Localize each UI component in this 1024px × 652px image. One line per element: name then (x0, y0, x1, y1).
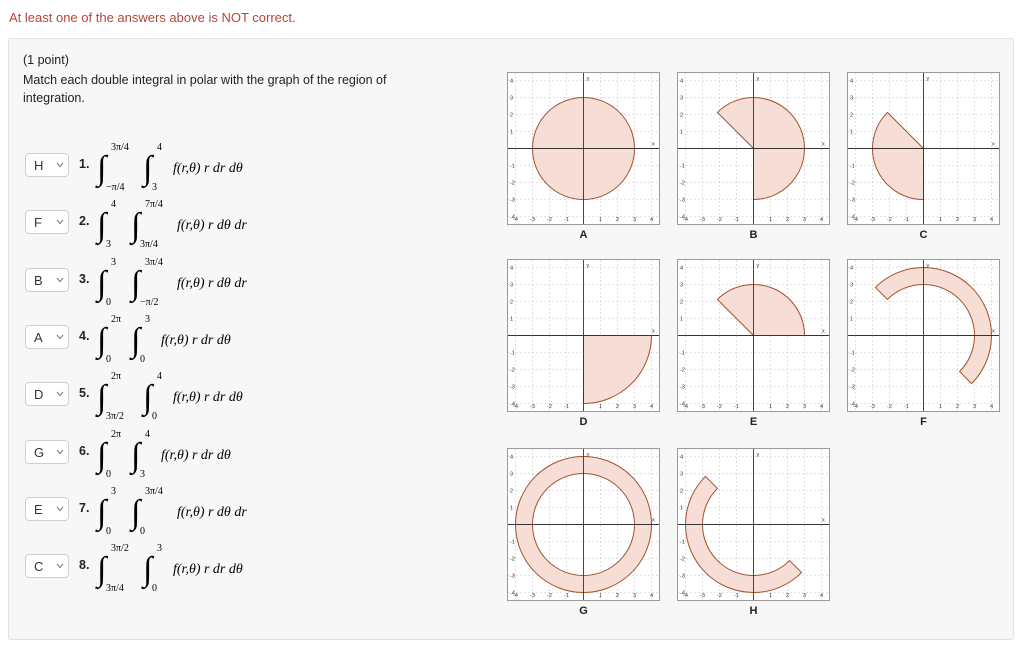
integral-sign: ∫ (143, 551, 153, 589)
answer-select[interactable] (25, 440, 69, 464)
integral-expression (93, 536, 333, 596)
x-tick-label: 1 (938, 404, 943, 410)
y-tick-label: 1 (680, 129, 684, 136)
y-tick-label: 4 (510, 265, 514, 272)
answer-select[interactable] (25, 325, 69, 349)
y-tick-label: -4 (850, 401, 855, 408)
integrand: f(r,θ) r dr dθ (161, 447, 231, 463)
y-tick-label: 2 (510, 112, 514, 119)
x-tick-label: 4 (989, 217, 994, 223)
y-tick-label: 1 (850, 129, 854, 136)
y-tick-label: -3 (680, 573, 685, 580)
integral-sign: ∫ (131, 321, 141, 359)
outer-lower-limit: −π/4 (106, 182, 125, 193)
x-tick-label: -3 (700, 217, 705, 223)
x-axis-label: x (652, 141, 655, 148)
integral-sign: ∫ (131, 207, 141, 245)
y-tick-label: 2 (680, 299, 684, 306)
inner-upper-limit: 7π/4 (145, 199, 163, 211)
x-tick-label: -2 (717, 404, 722, 410)
x-tick-label: -3 (870, 217, 875, 223)
x-tick-label: -4 (683, 404, 688, 410)
y-tick-label: -1 (510, 539, 515, 546)
inner-lower-limit: 0 (140, 525, 145, 537)
question-number: 5. (79, 386, 90, 401)
outer-upper-limit: 4 (111, 199, 116, 211)
y-tick-label: -4 (680, 401, 685, 408)
question-number: 7. (79, 500, 90, 515)
x-tick-label: -1 (734, 593, 739, 599)
x-tick-label: 4 (819, 217, 824, 223)
y-tick-label: -1 (680, 539, 685, 546)
y-tick-label: -2 (510, 556, 515, 563)
region-graph-G (507, 448, 660, 601)
outer-upper-limit: 2π (111, 428, 122, 440)
integrand: f(r,θ) r dr dθ (173, 161, 243, 176)
x-tick-label: 2 (615, 217, 620, 223)
x-tick-label: 3 (632, 593, 637, 599)
x-tick-label: -1 (564, 404, 569, 410)
y-axis-label: y (926, 76, 930, 82)
integral-expression (93, 479, 333, 539)
x-tick-label: -1 (734, 404, 739, 410)
x-tick-label: 4 (649, 217, 654, 223)
integrand: f(r,θ) r dr dθ (161, 332, 231, 348)
answer-select-value: D (34, 387, 44, 403)
answer-select[interactable] (25, 497, 69, 521)
y-axis-label: y (756, 452, 760, 458)
x-tick-label: 3 (802, 593, 807, 599)
problem-panel (8, 38, 1014, 640)
instruction-text: Match each double integral in polar with the graph of the region of integration. (23, 73, 387, 105)
x-tick-label: -4 (853, 217, 858, 223)
x-tick-label: 2 (955, 404, 960, 410)
x-tick-label: 1 (598, 404, 603, 410)
answer-select-value: G (34, 444, 45, 460)
chevron-down-icon (55, 446, 65, 458)
answer-select-value: C (34, 559, 44, 575)
integral-sign: ∫ (97, 379, 107, 417)
answer-select-value: F (34, 215, 42, 231)
chevron-down-icon (55, 331, 65, 343)
integral-sign: ∫ (97, 150, 107, 187)
y-tick-label: 1 (680, 505, 684, 512)
x-tick-label: -1 (904, 217, 909, 223)
question-number: 4. (79, 328, 90, 343)
integrand: f(r,θ) r dθ dr (177, 504, 247, 520)
outer-lower-limit: 0 (106, 525, 111, 537)
graph-label: F (920, 416, 927, 428)
y-tick-label: -2 (680, 180, 685, 187)
integrand: f(r,θ) r dr dθ (173, 562, 243, 578)
x-tick-label: 4 (989, 404, 994, 410)
integral-sign: ∫ (97, 321, 107, 359)
region-graph-F (847, 259, 1000, 412)
y-tick-label: -1 (510, 163, 515, 170)
graph-label: H (749, 605, 758, 617)
inner-upper-limit: 4 (145, 428, 150, 440)
outer-lower-limit: 3π/4 (106, 583, 124, 595)
x-tick-label: 1 (938, 217, 943, 223)
inner-upper-limit: 4 (157, 142, 162, 153)
y-tick-label: -1 (680, 163, 685, 170)
y-tick-label: 2 (850, 112, 854, 119)
x-tick-label: 4 (649, 593, 654, 599)
x-tick-label: 1 (768, 593, 773, 599)
x-axis-label: x (992, 141, 995, 148)
x-tick-label: 3 (632, 404, 637, 410)
x-tick-label: 1 (598, 217, 603, 223)
graph-label: C (919, 229, 928, 241)
y-tick-label: 2 (680, 112, 684, 119)
y-tick-label: 3 (680, 282, 684, 289)
y-tick-label: 1 (510, 316, 514, 323)
y-tick-label: -3 (680, 197, 685, 204)
y-tick-label: 2 (510, 488, 514, 495)
x-tick-label: -4 (683, 593, 688, 599)
region-graph-H (677, 448, 830, 601)
y-tick-label: 3 (510, 95, 514, 102)
region-graph-C (847, 72, 1000, 225)
chevron-down-icon (55, 388, 65, 400)
answer-select[interactable] (25, 554, 69, 578)
chevron-down-icon (55, 274, 65, 286)
y-tick-label: 3 (850, 282, 854, 289)
x-tick-label: -2 (547, 404, 552, 410)
integral-expression (93, 422, 333, 482)
x-tick-label: -3 (530, 217, 535, 223)
x-tick-label: 3 (972, 217, 977, 223)
y-tick-label: 4 (850, 78, 854, 85)
x-axis-label: x (822, 328, 825, 335)
inner-lower-limit: 0 (152, 583, 157, 595)
x-tick-label: 3 (802, 404, 807, 410)
x-tick-label: 2 (785, 404, 790, 410)
answer-select-value: E (34, 501, 43, 517)
question-number: 3. (79, 271, 90, 286)
region-graph-D (507, 259, 660, 412)
y-axis-label: y (586, 263, 590, 269)
outer-upper-limit: 2π (111, 371, 122, 383)
integral-sign: ∫ (143, 379, 153, 417)
graph-label: A (579, 229, 588, 241)
x-tick-label: -1 (904, 404, 909, 410)
integral-sign: ∫ (97, 207, 107, 245)
outer-upper-limit: 3 (111, 256, 116, 268)
region-graph-A (507, 72, 660, 225)
integral-sign: ∫ (97, 493, 107, 531)
answer-select-value: A (34, 329, 43, 345)
x-axis-label: x (822, 517, 825, 524)
inner-lower-limit: −π/2 (140, 296, 159, 308)
question-number: 6. (79, 443, 90, 458)
y-tick-label: -2 (680, 367, 685, 374)
y-tick-label: 1 (510, 129, 514, 136)
x-tick-label: 3 (972, 404, 977, 410)
x-tick-label: 2 (615, 404, 620, 410)
x-tick-label: -1 (734, 217, 739, 223)
x-tick-label: -2 (887, 404, 892, 410)
graph-label: G (579, 605, 588, 617)
inner-lower-limit: 3π/4 (140, 239, 158, 251)
inner-upper-limit: 3 (145, 313, 150, 325)
y-tick-label: -4 (680, 214, 685, 221)
x-tick-label: 2 (615, 593, 620, 599)
x-axis-label: x (992, 328, 995, 335)
outer-upper-limit: 3π/4 (111, 142, 129, 153)
x-tick-label: -1 (564, 593, 569, 599)
integral-sign: ∫ (97, 436, 107, 474)
x-tick-label: -2 (717, 593, 722, 599)
answer-select[interactable] (25, 153, 69, 177)
y-tick-label: 4 (680, 78, 684, 85)
integral-expression (93, 192, 333, 252)
x-tick-label: -3 (870, 404, 875, 410)
chevron-down-icon (55, 503, 65, 515)
y-tick-label: 3 (850, 95, 854, 102)
y-axis-label: y (926, 263, 930, 269)
integral-expression (93, 364, 333, 424)
inner-upper-limit: 4 (157, 371, 162, 383)
integrand: f(r,θ) r dθ dr (177, 218, 247, 234)
y-tick-label: 1 (510, 505, 514, 512)
y-tick-label: 4 (680, 265, 684, 272)
y-tick-label: -4 (510, 401, 515, 408)
y-tick-label: -2 (510, 180, 515, 187)
y-tick-label: -3 (510, 573, 515, 580)
inner-lower-limit: 0 (152, 411, 157, 423)
graph-label: B (749, 229, 758, 241)
x-tick-label: -2 (887, 217, 892, 223)
answer-select-value: H (34, 158, 44, 173)
inner-upper-limit: 3 (157, 543, 162, 555)
x-tick-label: -4 (683, 217, 688, 223)
y-tick-label: -3 (680, 384, 685, 391)
x-tick-label: -3 (530, 593, 535, 599)
question-number: 2. (79, 214, 90, 229)
x-tick-label: 4 (649, 404, 654, 410)
integral-sign: ∫ (97, 551, 107, 589)
x-tick-label: -3 (700, 404, 705, 410)
y-axis-label: y (586, 452, 590, 458)
x-tick-label: -1 (564, 217, 569, 223)
integrand: f(r,θ) r dr dθ (173, 390, 243, 406)
outer-upper-limit: 2π (111, 313, 122, 325)
chevron-down-icon (55, 560, 65, 572)
chevron-down-icon (55, 216, 65, 228)
outer-upper-limit: 3π/2 (111, 543, 129, 555)
integral-expression (93, 135, 333, 195)
outer-lower-limit: 0 (106, 296, 111, 308)
answer-select-value: B (34, 272, 43, 288)
x-tick-label: 3 (802, 217, 807, 223)
points-label: (1 point) (23, 53, 69, 67)
question-number: 1. (79, 157, 90, 171)
region-graph-E (677, 259, 830, 412)
y-tick-label: -2 (680, 556, 685, 563)
integral-expression (93, 250, 333, 310)
y-tick-label: -4 (850, 214, 855, 221)
y-tick-label: -1 (850, 350, 855, 357)
y-tick-label: 4 (680, 454, 684, 461)
y-tick-label: -1 (850, 163, 855, 170)
integral-sign: ∫ (131, 436, 141, 474)
y-tick-label: -3 (510, 197, 515, 204)
y-tick-label: 1 (850, 316, 854, 323)
x-tick-label: 2 (785, 217, 790, 223)
integral-sign: ∫ (131, 493, 141, 531)
question-number: 8. (79, 558, 90, 573)
y-tick-label: -3 (850, 384, 855, 391)
outer-lower-limit: 3 (106, 239, 111, 251)
y-tick-label: 3 (510, 471, 514, 478)
x-tick-label: -4 (513, 593, 518, 599)
answer-select[interactable] (25, 268, 69, 292)
outer-lower-limit: 3π/2 (106, 411, 124, 423)
y-tick-label: 2 (850, 299, 854, 306)
chevron-down-icon (55, 159, 65, 171)
x-tick-label: 1 (768, 404, 773, 410)
integral-sign: ∫ (131, 264, 141, 302)
x-axis-label: x (822, 141, 825, 148)
x-tick-label: 1 (598, 593, 603, 599)
integrand: f(r,θ) r dθ dr (177, 275, 247, 291)
y-tick-label: -2 (850, 367, 855, 374)
answer-select[interactable] (25, 382, 69, 406)
x-tick-label: 2 (785, 593, 790, 599)
y-tick-label: 2 (510, 299, 514, 306)
outer-lower-limit: 0 (106, 353, 111, 365)
y-axis-label: y (756, 263, 760, 269)
inner-upper-limit: 3π/4 (145, 256, 163, 268)
x-tick-label: -4 (513, 217, 518, 223)
y-tick-label: 4 (850, 265, 854, 272)
x-axis-label: x (652, 328, 655, 335)
x-tick-label: 2 (955, 217, 960, 223)
x-tick-label: -4 (853, 404, 858, 410)
x-tick-label: 3 (632, 217, 637, 223)
inner-lower-limit: 3 (152, 182, 157, 193)
y-tick-label: -3 (510, 384, 515, 391)
y-tick-label: -2 (510, 367, 515, 374)
x-tick-label: 4 (819, 593, 824, 599)
y-axis-label: y (586, 76, 590, 82)
y-tick-label: 3 (680, 471, 684, 478)
y-tick-label: -4 (680, 590, 685, 597)
outer-lower-limit: 0 (106, 468, 111, 480)
y-tick-label: -2 (850, 180, 855, 187)
integral-sign: ∫ (97, 264, 107, 302)
y-tick-label: -1 (510, 350, 515, 357)
y-tick-label: -4 (510, 214, 515, 221)
y-tick-label: 2 (680, 488, 684, 495)
y-tick-label: -3 (850, 197, 855, 204)
x-tick-label: 4 (819, 404, 824, 410)
y-tick-label: 3 (680, 95, 684, 102)
inner-lower-limit: 0 (140, 353, 145, 365)
x-tick-label: -3 (530, 404, 535, 410)
y-tick-label: 3 (510, 282, 514, 289)
inner-lower-limit: 3 (140, 468, 145, 480)
integral-sign: ∫ (143, 150, 153, 187)
warning-message: At least one of the answers above is NOT correct. (9, 10, 296, 25)
inner-upper-limit: 3π/4 (145, 485, 163, 497)
x-tick-label: -3 (700, 593, 705, 599)
x-tick-label: -2 (717, 217, 722, 223)
x-tick-label: -2 (547, 217, 552, 223)
y-axis-label: y (756, 76, 760, 82)
integral-expression (93, 307, 333, 367)
y-tick-label: -4 (510, 590, 515, 597)
x-tick-label: 1 (768, 217, 773, 223)
answer-select[interactable] (25, 210, 69, 234)
x-axis-label: x (652, 517, 655, 524)
graph-label: E (749, 416, 758, 428)
x-tick-label: -4 (513, 404, 518, 410)
y-tick-label: -1 (680, 350, 685, 357)
outer-upper-limit: 3 (111, 485, 116, 497)
graph-label: D (579, 416, 588, 428)
x-tick-label: -2 (547, 593, 552, 599)
y-tick-label: 4 (510, 78, 514, 85)
y-tick-label: 4 (510, 454, 514, 461)
region-graph-B (677, 72, 830, 225)
y-tick-label: 1 (680, 316, 684, 323)
